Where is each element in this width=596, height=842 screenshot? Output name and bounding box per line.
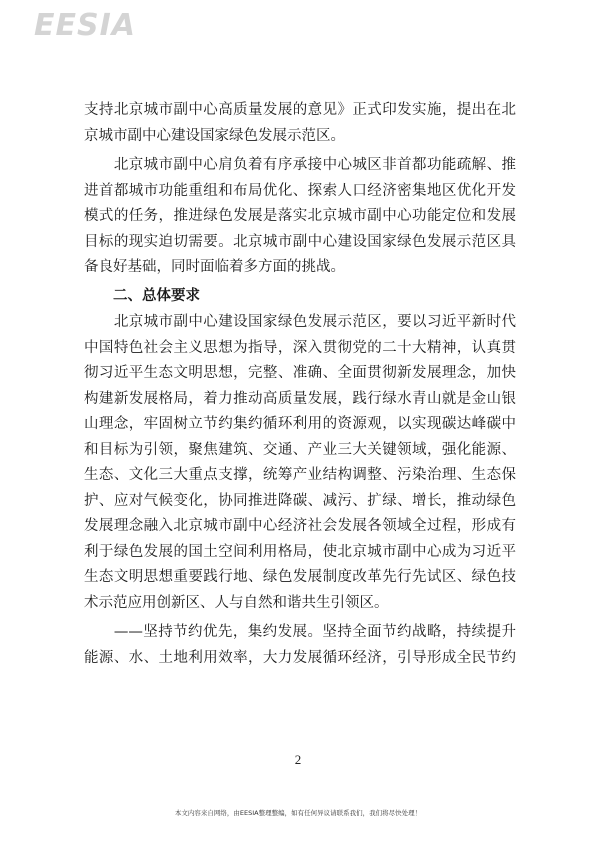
text-line: 模式的任务，推进绿色发展是落实北京城市副中心功能定位和发展: [84, 208, 516, 224]
text-line: 护、应对气候变化，协同推进降碳、减污、扩绿、增长，推动绿色: [84, 492, 516, 509]
section-heading: 二、总体要求: [113, 286, 200, 304]
page-number: 2: [294, 752, 302, 767]
text-line: 山理念，牢固树立节约集约循环利用的资源观，以实现碳达峰碳中: [84, 416, 516, 432]
document-body: [84, 98, 516, 671]
text-line: 生态文明思想重要践行地、绿色发展制度改革先行先试区、绿色技: [84, 569, 516, 585]
text-line: 目标的现实迫切需要。北京城市副中心建设国家绿色发展示范区具: [84, 233, 516, 250]
text-line: 生态、文化三大重点支撑，统筹产业结构调整、污染治理、生态保: [84, 467, 516, 483]
text-line: 术示范应用创新区、人与自然和谐共生引领区。: [84, 594, 389, 611]
text-line: 彻习近平生态文明思想，完整、准确、全面贯彻新发展理念，加快: [84, 365, 516, 381]
text-line: 备良好基础，同时面临着多方面的挑战。: [84, 259, 345, 275]
paragraph: [84, 98, 516, 149]
eesia-logo: EESIA: [34, 8, 136, 43]
text-line: ——坚持节约优先，集约发展。坚持全面节约战略，持续提升: [84, 624, 516, 640]
paragraph: [84, 153, 516, 281]
text-line: 进首都城市功能重组和布局优化、探索人口经济密集地区优化开发: [84, 182, 516, 199]
text-line: 和目标为引领，聚焦建筑、交通、产业三大关键领域，强化能源、: [84, 441, 516, 458]
paragraph: [84, 310, 516, 616]
text-line: 利于绿色发展的国土空间利用格局，使北京城市副中心成为习近平: [84, 543, 516, 560]
text-line: 能源、水、土地利用效率，大力发展循环经济，引导形成全民节约: [84, 649, 516, 666]
text-line: 构建新发展格局，着力推动高质量发展，践行绿水青山就是金山银: [84, 390, 516, 407]
text-line: 发展理念融入北京城市副中心经济社会发展各领域全过程，形成有: [84, 518, 516, 534]
text-line: 中国特色社会主义思想为指导，深入贯彻党的二十大精神，认真贯: [84, 339, 516, 356]
text-line: 北京城市副中心建设国家绿色发展示范区，要以习近平新时代: [84, 314, 516, 330]
footer-disclaimer: 本文内容来自网络，由EESIA整理整编，如有任何异议请联系我们，我们将尽快处理！: [174, 809, 422, 817]
paragraph: [84, 620, 516, 671]
text-line: 支持北京城市副中心高质量发展的意见》正式印发实施，提出在北: [84, 102, 516, 118]
text-line: 北京城市副中心肩负着有序承接中心城区非首都功能疏解、推: [84, 157, 516, 173]
text-line: 京城市副中心建设国家绿色发展示范区。: [84, 127, 345, 144]
